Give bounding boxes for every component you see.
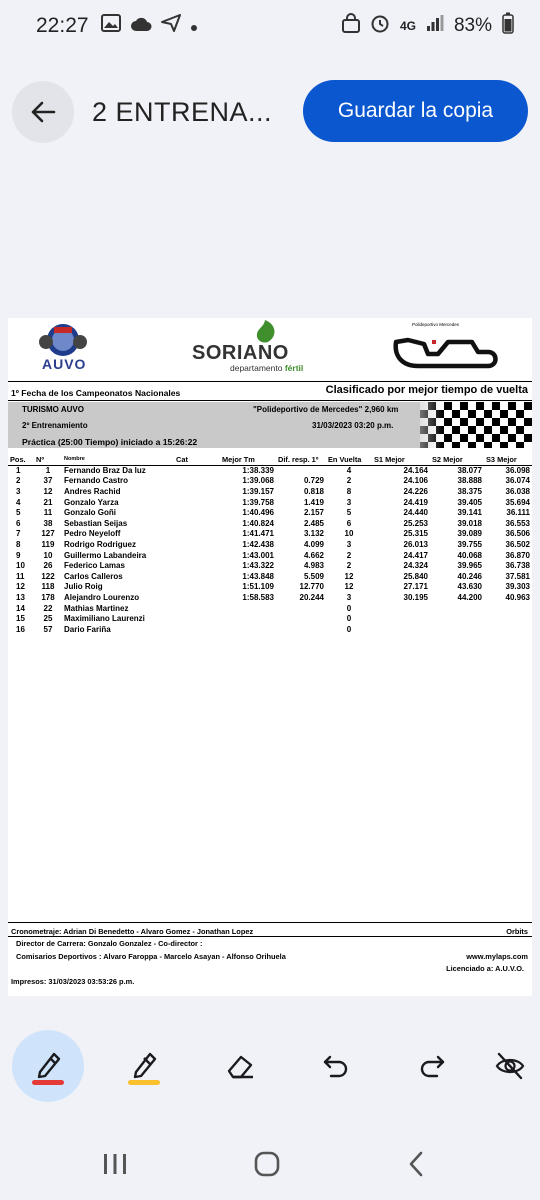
cell-s1: 24.164 (403, 466, 428, 476)
cell-cat (174, 465, 220, 476)
cell-dif (276, 603, 326, 614)
cell-cat (174, 518, 220, 529)
send-icon (161, 14, 181, 38)
cell-cat (174, 613, 220, 624)
license-label: Licenciado a: A.U.V.O. (446, 964, 524, 973)
cell-num: 12 (43, 486, 53, 496)
cell-pos: 2 (16, 476, 21, 486)
table-row (8, 539, 532, 550)
save-copy-button[interactable]: Guardar la copia (303, 80, 528, 142)
cell-s3 (484, 603, 532, 614)
cell-s2: 39.755 (457, 539, 482, 549)
cell-s1: 25.315 (403, 529, 428, 539)
cell-pos: 12 (16, 582, 25, 592)
cell-s3: 36.502 (505, 539, 530, 549)
cell-cat (174, 603, 220, 614)
cell-cat (174, 507, 220, 518)
table-row (8, 624, 532, 635)
table-row (8, 603, 532, 614)
cell-name: Julio Roig (64, 582, 103, 592)
cell-s1 (372, 603, 430, 614)
cell-dif: 3.132 (303, 529, 324, 539)
hide-annotations-button[interactable] (474, 1030, 540, 1102)
document-title: 2 ENTRENA... (92, 96, 273, 127)
cell-s1: 24.419 (403, 497, 428, 507)
table-row (8, 582, 532, 593)
header-divider (8, 381, 532, 382)
track-map-caption: Polideportivo Mercedes (412, 322, 460, 327)
auvo-logo (28, 320, 98, 374)
eraser-icon (223, 1049, 257, 1083)
cell-cat (174, 592, 220, 603)
stewards: Comisarios Deportivos : Alvaro Faroppa - Marcelo Asayan - Alfonso Orihuela (16, 952, 286, 961)
cell-pos: 16 (16, 624, 25, 634)
cell-lap: 0 (346, 614, 352, 624)
cell-best (220, 613, 276, 624)
cell-s1: 25.840 (403, 571, 428, 581)
cell-cat (174, 571, 220, 582)
cell-best: 1:39.758 (242, 497, 274, 507)
table-row (8, 592, 532, 603)
cell-s3: 36.038 (505, 486, 530, 496)
cell-lap: 0 (346, 624, 352, 634)
vpn-icon (342, 13, 360, 39)
cell-name: Fernando Braz Da luz (64, 466, 146, 476)
cell-lap: 12 (344, 571, 354, 581)
cell-name: Dario Fariña (64, 624, 111, 634)
cell-num: 37 (43, 476, 53, 486)
hide-icon (494, 1050, 526, 1082)
cell-s1: 24.106 (403, 476, 428, 486)
cell-s2: 38.375 (457, 486, 482, 496)
cell-s2: 39.141 (457, 508, 482, 518)
auvo-logo-text: AUVO (42, 356, 87, 372)
cell-s3: 35.694 (505, 497, 530, 507)
classification-title: Clasificado por mejor tiempo de vuelta (325, 384, 528, 396)
back-button[interactable] (12, 81, 74, 143)
cell-dif: 0.818 (303, 486, 324, 496)
category-name: TURISMO AUVO (22, 405, 84, 414)
soriano-logo (190, 318, 340, 376)
cell-pos: 5 (16, 508, 21, 518)
cell-s3: 36.553 (505, 518, 530, 528)
cell-num: 38 (43, 518, 53, 528)
cell-s2: 40.246 (457, 571, 482, 581)
cell-lap: 3 (346, 539, 352, 549)
col-lap: En Vuelta (326, 454, 372, 465)
cell-lap: 6 (346, 518, 352, 528)
col-s2: S2 Mejor (430, 454, 484, 465)
cell-name: Carlos Calleros (64, 571, 123, 581)
cell-best: 1:40.496 (242, 508, 274, 518)
cell-s2 (430, 603, 484, 614)
table-row (8, 529, 532, 540)
cell-lap: 12 (344, 582, 354, 592)
cell-best (220, 624, 276, 635)
cell-num: 118 (41, 582, 55, 592)
cell-dif (276, 613, 326, 624)
results-header (8, 454, 532, 465)
back-nav-icon[interactable] (406, 1150, 426, 1178)
cell-name: Gonzalo Goñi (64, 508, 116, 518)
cell-name: Fernando Castro (64, 476, 129, 486)
cell-best: 1:42.438 (242, 539, 274, 549)
cell-pos: 4 (16, 497, 21, 507)
cell-pos: 6 (16, 518, 21, 528)
cell-s3: 36.870 (505, 550, 530, 560)
cell-s2: 44.200 (457, 592, 482, 602)
app-bar (0, 70, 540, 154)
cell-num: 57 (43, 624, 53, 634)
cell-cat (174, 529, 220, 540)
table-row (8, 507, 532, 518)
cell-s3: 37.581 (505, 571, 530, 581)
cell-s2: 39.405 (457, 497, 482, 507)
signal-icon (426, 14, 444, 38)
col-cat: Cat (174, 454, 220, 465)
cell-s3: 36.506 (505, 529, 530, 539)
redo-icon (417, 1051, 447, 1081)
cell-pos: 10 (16, 561, 25, 571)
recent-apps-icon[interactable] (102, 1152, 128, 1176)
cell-dif: 2.485 (303, 518, 324, 528)
pen-tool[interactable] (12, 1030, 84, 1102)
document-page (8, 318, 532, 996)
cell-dif (276, 624, 326, 635)
cell-best: 1:38.339 (242, 466, 274, 476)
cell-name: Andres Rachid (64, 486, 121, 496)
table-row (8, 465, 532, 476)
title-divider (8, 400, 532, 401)
cell-best: 1:43.001 (242, 550, 274, 560)
status-bar (0, 0, 540, 52)
cell-lap: 10 (344, 529, 354, 539)
race-director: Director de Carrera: Gonzalo Gonzalez - Co-director : (16, 939, 203, 948)
footer-divider (8, 922, 532, 923)
cell-name: Sebastian Seijas (64, 518, 128, 528)
cell-name: Rodrigo Rodriguez (64, 539, 136, 549)
cell-name: Mathias Martinez (64, 603, 129, 613)
cell-s1: 24.324 (403, 561, 428, 571)
cell-pos: 13 (16, 592, 25, 602)
col-dif: Dif. resp. 1º (276, 454, 326, 465)
cell-pos: 7 (16, 529, 21, 539)
document-header (8, 318, 532, 384)
cell-dif: 4.983 (303, 561, 324, 571)
cell-best: 1:39.157 (242, 486, 274, 496)
soriano-logo-subtitle: departamento fértil (230, 363, 304, 373)
undo-button[interactable] (300, 1030, 372, 1102)
cell-lap: 4 (346, 466, 352, 476)
cloud-icon (130, 15, 152, 38)
home-icon[interactable] (253, 1150, 281, 1178)
cell-name: Maximiliano Laurenzi (64, 614, 145, 624)
cell-s3: 36.111 (506, 508, 530, 518)
table-row (8, 476, 532, 487)
cell-num: 21 (43, 497, 53, 507)
cell-s1: 27.171 (403, 582, 428, 592)
cell-dif: 4.099 (303, 539, 324, 549)
cell-s2: 39.089 (457, 529, 482, 539)
cell-s3 (484, 624, 532, 635)
cell-pos: 8 (16, 539, 21, 549)
cell-best: 1:51.109 (242, 582, 274, 592)
results-table (8, 454, 532, 635)
col-best: Mejor Tm (220, 454, 276, 465)
cell-s2: 40.068 (457, 550, 482, 560)
cell-num: 26 (43, 561, 53, 571)
cell-num: 25 (43, 614, 53, 624)
status-time: 22:27 (36, 14, 89, 37)
cell-s1 (372, 624, 430, 635)
battery-icon (502, 12, 514, 40)
highlighter-icon (124, 1046, 164, 1086)
cell-s2: 38.077 (457, 466, 482, 476)
cell-s3: 40.963 (505, 592, 530, 602)
cell-name: Guillermo Labandeira (64, 550, 147, 560)
cell-best: 1:39.068 (242, 476, 274, 486)
cell-s2: 39.018 (457, 518, 482, 528)
cell-num: 127 (41, 529, 55, 539)
cell-lap: 2 (346, 476, 352, 486)
cell-best: 1:43.848 (242, 571, 274, 581)
cell-s2: 43.630 (457, 582, 482, 592)
cell-s1: 30.195 (403, 592, 428, 602)
arrow-left-icon (30, 100, 56, 124)
cell-dif: 2.157 (303, 508, 324, 518)
cell-lap: 3 (346, 592, 352, 602)
cell-cat (174, 476, 220, 487)
cell-s3 (484, 613, 532, 624)
cell-best (220, 603, 276, 614)
battery-level: 83% (453, 15, 492, 36)
cell-name: Gonzalo Yarza (64, 497, 119, 507)
cell-cat (174, 560, 220, 571)
cell-best: 1:43.322 (242, 561, 274, 571)
timing-credits: Cronometraje: Adrian Di Benedetto - Alvaro Gomez - Jonathan Lopez (11, 927, 254, 936)
cell-dif: 5.509 (303, 571, 324, 581)
cell-cat (174, 624, 220, 635)
table-row (8, 560, 532, 571)
table-row (8, 486, 532, 497)
col-num: Nº (34, 454, 62, 465)
cell-best: 1:40.824 (242, 518, 274, 528)
cell-name: Federico Lamas (64, 561, 125, 571)
cell-cat (174, 550, 220, 561)
cell-best: 1:41.471 (242, 529, 274, 539)
cell-s3: 36.074 (505, 476, 530, 486)
cell-s2 (430, 624, 484, 635)
cell-dif: 20.244 (299, 592, 324, 602)
cell-dif: 12.770 (299, 582, 324, 592)
eraser-tool[interactable] (204, 1030, 276, 1102)
venue-name: "Polideportivo de Mercedes" 2,960 km (253, 405, 399, 414)
practice-info: Práctica (25:00 Tiempo) iniciado a 15:26:22 (22, 437, 198, 447)
redo-button[interactable] (396, 1030, 468, 1102)
cell-s1: 24.440 (403, 508, 428, 518)
cell-s2: 39.965 (457, 561, 482, 571)
cell-lap: 8 (346, 486, 352, 496)
network-type: 4G (399, 19, 416, 33)
alarm-icon (370, 13, 390, 39)
cell-cat (174, 582, 220, 593)
pen-icon (28, 1046, 68, 1086)
cell-num: 1 (45, 466, 51, 476)
cell-lap: 2 (346, 561, 352, 571)
cell-s3: 36.738 (505, 561, 530, 571)
cell-best: 1:58.583 (242, 592, 274, 602)
cell-pos: 14 (16, 603, 25, 613)
cell-lap: 2 (346, 550, 352, 560)
cell-lap: 3 (346, 497, 352, 507)
cell-num: 119 (41, 539, 55, 549)
session-name: 2º Entrenamiento (22, 421, 88, 430)
cell-pos: 1 (16, 466, 21, 476)
image-icon (101, 14, 121, 38)
orbits-label: Orbits (506, 927, 528, 936)
printed-timestamp: Impresos: 31/03/2023 03:53:26 p.m. (11, 977, 135, 986)
cell-s3: 36.098 (505, 466, 530, 476)
cell-s1: 26.013 (403, 539, 428, 549)
cell-s2: 38.888 (457, 476, 482, 486)
cell-pos: 11 (16, 571, 25, 581)
cell-num: 178 (41, 592, 55, 602)
cell-num: 10 (43, 550, 53, 560)
cell-cat (174, 539, 220, 550)
table-row (8, 613, 532, 624)
cell-s3: 39.303 (505, 582, 530, 592)
cell-dif: 1.419 (303, 497, 324, 507)
cell-s2 (430, 613, 484, 624)
cell-s1 (372, 613, 430, 624)
cell-lap: 5 (346, 508, 352, 518)
cell-s1: 24.226 (403, 486, 428, 496)
dot-icon (190, 15, 198, 38)
cell-dif: 0.729 (303, 476, 324, 486)
annotation-toolbar (0, 1030, 540, 1102)
championship-title: 1º Fecha de los Campeonatos Nacionales (11, 388, 181, 398)
cell-lap: 0 (346, 603, 352, 613)
col-s1: S1 Mejor (372, 454, 430, 465)
col-name: Nombre (62, 454, 174, 465)
cell-num: 122 (41, 571, 55, 581)
col-s3: S3 Mejor (484, 454, 532, 465)
cell-s1: 24.417 (403, 550, 428, 560)
cell-dif (276, 465, 326, 476)
cell-pos: 15 (16, 614, 25, 624)
session-datetime: 31/03/2023 03:20 p.m. (312, 421, 394, 430)
highlighter-tool[interactable] (108, 1030, 180, 1102)
track-map (388, 322, 503, 374)
table-row (8, 571, 532, 582)
cell-num: 11 (43, 508, 53, 518)
cell-name: Pedro Neyeloff (64, 529, 121, 539)
cell-num: 22 (43, 603, 53, 613)
cell-name: Alejandro Lourenzo (64, 592, 140, 602)
soriano-logo-text: SORIANO (192, 342, 289, 364)
cell-dif: 4.662 (303, 550, 324, 560)
cell-pos: 3 (16, 486, 21, 496)
cell-pos: 9 (16, 550, 21, 560)
table-row (8, 550, 532, 561)
cell-cat (174, 497, 220, 508)
website-link[interactable]: www.mylaps.com (466, 952, 528, 961)
col-pos: Pos. (8, 454, 34, 465)
system-nav-bar (0, 1130, 540, 1200)
cell-cat (174, 486, 220, 497)
cell-s1: 25.253 (403, 518, 428, 528)
table-row (8, 518, 532, 529)
undo-icon (321, 1051, 351, 1081)
table-row (8, 497, 532, 508)
